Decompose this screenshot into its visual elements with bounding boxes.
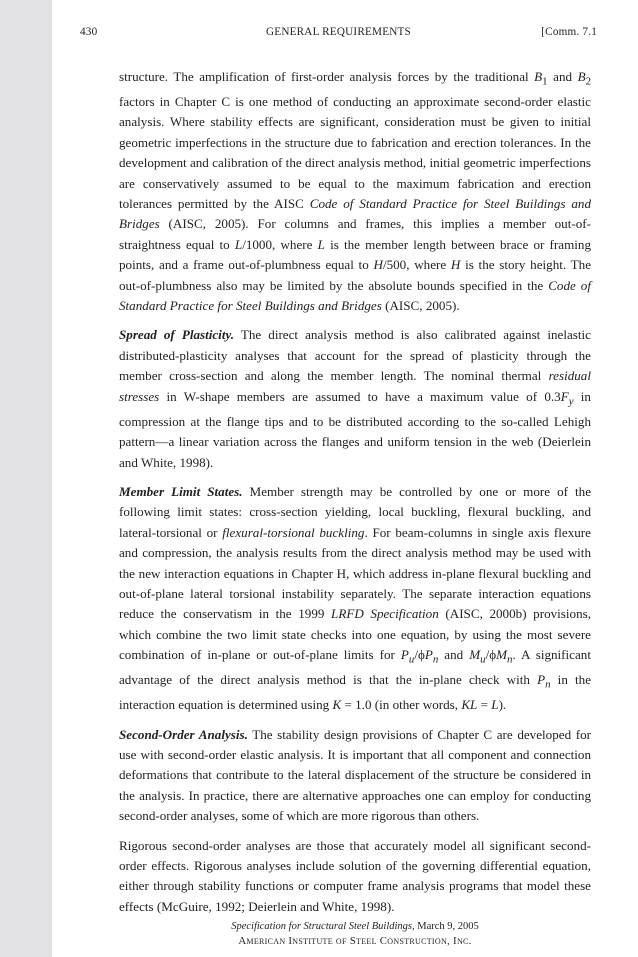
text: The stability design provisions of Chapter C are developed for use with second-order elastic analysis. It is important that all component and connection deformations that contribute to the lateral displacement of the structure be considered in the analysis. In practice, there are alternative approaches one can employ for conducting second-order analyses, some of which are more rigorous than others. — [119, 726, 591, 824]
symbol-l: L — [234, 236, 243, 252]
text: /500, where — [382, 257, 451, 273]
paragraph-member-limit-states — [119, 482, 591, 716]
running-title: GENERAL REQUIREMENTS — [266, 26, 411, 38]
symbol-b: B — [577, 69, 586, 84]
text: (AISC, 2005). — [381, 298, 460, 314]
subscript: u — [408, 653, 415, 666]
text: /1000, where — [242, 236, 318, 252]
symbol-h: H — [450, 257, 461, 273]
symbol-l: L — [491, 697, 499, 713]
subscript: y — [568, 395, 574, 408]
paragraph-rigorous-analyses: Rigorous second-order analyses are those that accurately model all significant second-order effects. Rigorous analyses include solution of the governing differential equation, either through stability functions or computer frame analysis programs that model these effects (McGuire, 1992; Deierlein and White, 1998). — [119, 837, 591, 914]
symbol-l: L — [317, 236, 325, 252]
symbol-m: M — [496, 647, 508, 663]
text: ). — [498, 697, 507, 713]
footer-publisher: American Institute of Steel Construction, Inc. — [238, 935, 472, 947]
symbol-k: K — [332, 697, 342, 713]
symbol-m: M — [469, 647, 481, 663]
symbol-p: P — [537, 672, 546, 688]
page-body — [119, 67, 591, 926]
subscript: 2 — [585, 75, 592, 88]
operator: /ϕ — [414, 647, 425, 663]
section-heading: Spread of Plasticity. — [119, 327, 235, 343]
text: and — [438, 647, 470, 663]
footer-spec-line — [119, 920, 591, 934]
section-heading: Second-Order Analysis. — [119, 726, 248, 742]
text: in W-shape members are assumed to have a maximum value of 0.3 — [159, 388, 561, 404]
text: factors in Chapter C is one method of conducting an approximate second-order elastic analysis. Where stability effects are significant, consideration must be given to initial geometric imperfections in the structure due to fabrication and erection tolerances. In the development and calibration of the direct analysis method, initial geometric imperfections are conservatively assumed to be equal to the maximum fabrication and erection tolerances permitted by the AISC — [119, 94, 591, 212]
symbol-h: H — [373, 257, 383, 273]
citation-title: LRFD Specification — [331, 606, 439, 622]
operator: /ϕ — [485, 647, 497, 663]
symbol-p: P — [424, 647, 433, 663]
subscript: 1 — [542, 75, 548, 88]
section-reference: [Comm. 7.1 — [541, 26, 597, 38]
emphasis: residual stresses — [119, 368, 591, 404]
text: structure. The amplification of first-order analysis forces by the traditional — [119, 69, 535, 84]
page-margin-bar — [0, 0, 52, 957]
symbol-f: F — [560, 388, 569, 404]
subscript: u — [480, 653, 486, 666]
text: is the member length between brace or framing points, and a frame out-of-plumbness equal to — [119, 236, 591, 273]
operator: = — [477, 697, 492, 713]
footer-date: March 9, 2005 — [414, 921, 479, 932]
text: = 1.0 (in other words, — [341, 697, 462, 713]
text: Member strength may be controlled by one or more of the following limit states: cross-section yielding, local buckling, flexural buckling, and lateral-torsional or — [119, 483, 592, 540]
citation-title: Code of Standard Practice for Steel Buildings and Bridges — [119, 196, 591, 232]
symbol-b: B — [534, 69, 543, 84]
page-footer — [119, 920, 591, 948]
paragraph-second-order-analysis — [119, 725, 591, 827]
text: (AISC, 2005). For columns and frames, this implies a member out-of-straightness equal to — [119, 216, 591, 252]
section-heading: Member Limit States. — [119, 483, 243, 499]
text: The direct analysis method is also calibrated against inelastic distributed-plasticity analyses that account for the spread of plasticity through the member cross-section and along the member length. The nominal thermal — [119, 327, 591, 384]
symbol-p: P — [400, 647, 409, 663]
text: . A significant advantage of the direct analysis method is that the in-plane check with — [119, 647, 591, 688]
text: and — [547, 69, 578, 84]
text: is the story height. The out-of-plumbness also may be limited by the absolute bounds specified in the — [119, 257, 592, 293]
symbol-kl: KL — [461, 697, 478, 713]
text: . For beam-columns in single axis flexure and compression, the analysis results from the direct analysis method may be used with the new interaction equations in Chapter H, which address in-plane flexural buckling and out-of-plane lateral torsional instability separately. The separate interaction equations reduce the conservatism in the 1999 — [119, 524, 591, 622]
subscript: n — [432, 653, 439, 666]
page-number: 430 — [80, 26, 98, 38]
emphasis: flexural-torsional buckling — [222, 524, 365, 540]
text: in compression at the flange tips and to be distributed according to the so-called Lehigh pattern—a linear variation across the flanges and uniform tension in the web (Deierlein and White, 1998). — [119, 388, 591, 470]
text: (AISC, 2000b) provisions, which combine the two limit state checks into one equation, by using the most severe combination of in-plane or out-of-plane limits for — [119, 606, 592, 663]
subscript: n — [545, 678, 551, 691]
paragraph-spread-of-plasticity — [119, 325, 591, 472]
running-header — [80, 26, 597, 42]
subscript: n — [507, 653, 513, 666]
text: in the interaction equation is determined using — [119, 672, 592, 713]
paragraph-imperfections — [119, 67, 591, 316]
citation-title: Code of Standard Practice for Steel Buildings and Bridges — [119, 277, 591, 314]
footer-spec-title: Specification for Structural Steel Buildings, — [231, 921, 415, 932]
